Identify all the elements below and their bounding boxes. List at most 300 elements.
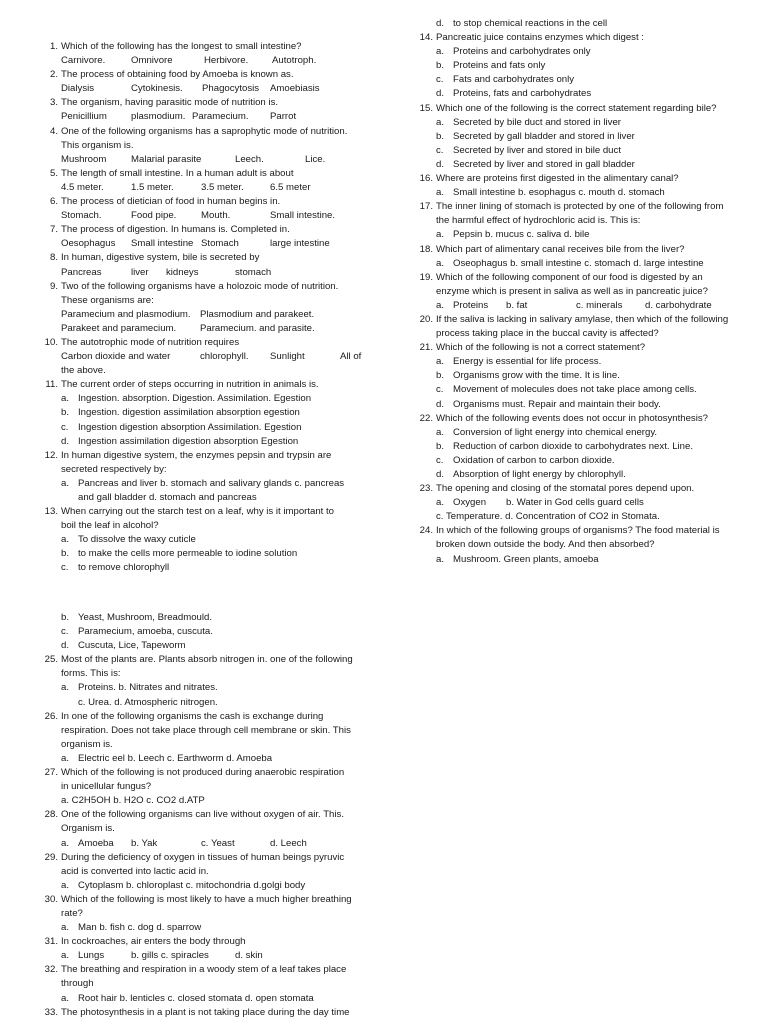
question-line: [415, 172, 741, 186]
question-text: Which of the following component of our food is digested by an: [436, 271, 703, 283]
option-letter: a.: [436, 356, 445, 368]
option-cell: boil the leaf in alcohol?: [61, 520, 159, 532]
option-row: [415, 285, 741, 299]
option-cell: c. Temperature. d. Concentration of CO2 in Stomata.: [436, 511, 660, 523]
option-text: Organisms must. Repair and maintain their body.: [453, 398, 661, 410]
option-line: [40, 639, 366, 653]
option-cell: acid is converted into lactic acid in.: [61, 865, 209, 877]
question-line: [40, 96, 366, 110]
option-cell: organism is.: [61, 738, 113, 750]
option-text: Pancreas and liver b. stomach and salivary glands c. pancreas: [78, 477, 345, 489]
option-cell: process taking place in the buccal cavity is affected?: [436, 328, 659, 340]
option-row: [415, 538, 741, 552]
option-letter: c.: [61, 421, 69, 433]
option-row: [415, 299, 741, 313]
question-line: [415, 524, 741, 538]
option-letter: a.: [61, 477, 70, 489]
option-text: Reduction of carbon dioxide to carbohydrates next. Line.: [453, 440, 693, 452]
option-text: Absorption of light energy by chlorophyll.: [453, 469, 626, 480]
question-text: In human digestive system, the enzymes pepsin and trypsin are: [61, 449, 332, 461]
question-line: [40, 893, 366, 907]
option-cell: Carnivore.: [61, 55, 106, 67]
option-cell: a. C2H5OH b. H2O c. CO2 d.ATP: [61, 795, 205, 807]
option-line: [40, 611, 366, 625]
question-number: 8.: [49, 252, 58, 264]
question-number: 19.: [419, 271, 433, 283]
question-text: In cockroaches, air enters the body through: [61, 936, 246, 948]
option-row: [415, 327, 741, 341]
option-cell: Malarial parasite: [131, 153, 202, 165]
option-text: Proteins and carbohydrates only: [453, 46, 591, 58]
right-column: [415, 17, 741, 567]
option-row: [40, 724, 366, 738]
option-letter: a.: [61, 682, 70, 694]
option-line: [40, 477, 366, 491]
option-letter: d.: [61, 435, 70, 447]
option-row: [40, 294, 366, 308]
question-line: [415, 482, 741, 496]
option-row: [40, 54, 366, 68]
question-number: 3.: [49, 97, 58, 109]
question-text: The opening and closing of the stomatal pores depend upon.: [436, 483, 695, 495]
option-cell: chlorophyll.: [200, 351, 249, 363]
option-cell: Penicillium: [61, 111, 107, 123]
question-number: 29.: [44, 851, 58, 863]
option-row: [40, 139, 366, 153]
question-text: If the saliva is lacking in salivary amylase, then which of the following: [436, 313, 729, 325]
option-text: Mushroom. Green plants, amoeba: [453, 553, 599, 565]
option-cell: broken down outside the body. And then absorbed?: [436, 539, 655, 551]
question-text: The process of digestion. In humans is. Completed in.: [61, 224, 290, 236]
question-text: The length of small intestine. In a human adult is about: [61, 167, 294, 179]
question-number: 1.: [49, 41, 58, 52]
option-text: Paramecium, amoeba, cuscuta.: [78, 626, 213, 638]
option-line: [40, 752, 366, 766]
option-cell: 1.5 meter.: [131, 181, 174, 193]
option-line: [415, 186, 741, 200]
question-text: Which of the following events does not occur in photosynthesis?: [436, 412, 708, 424]
question-text: The photosynthesis in a plant is not taking place during the day time: [61, 1006, 350, 1018]
question-line: [40, 40, 366, 54]
question-text: Which one of the following is the correct statement regarding bile?: [436, 102, 717, 114]
option-cell: Oxygen: [453, 497, 487, 509]
question-number: 10.: [44, 336, 58, 348]
option-cell: enzyme which is present in saliva as well as in pancreatic juice?: [436, 285, 708, 297]
question-number: 27.: [44, 767, 58, 779]
option-line: [40, 421, 366, 435]
option-cell: Lungs: [78, 950, 105, 962]
option-row: [40, 82, 366, 96]
option-cell: Leech.: [235, 153, 264, 165]
option-cell: a.: [436, 299, 445, 311]
question-number: 20.: [419, 313, 433, 325]
option-letter: a.: [61, 534, 70, 546]
question-number: 14.: [419, 32, 433, 44]
option-letter: d.: [436, 158, 445, 170]
option-cell: Paramecium.: [192, 111, 249, 123]
option-line: [415, 468, 741, 482]
option-cell: Amoeba: [78, 837, 114, 849]
option-text: Fats and carbohydrates only: [453, 74, 575, 86]
option-row: [40, 266, 366, 280]
option-cell: c. minerals: [576, 299, 623, 311]
question-text: Most of the plants are. Plants absorb nitrogen in. one of the following: [61, 654, 353, 666]
option-line: [415, 87, 741, 101]
option-cell: liver: [131, 266, 149, 278]
option-letter: c.: [436, 74, 444, 86]
option-text: to remove chlorophyll: [78, 562, 170, 574]
option-cell: b. gills c. spiracles: [131, 950, 209, 962]
option-letter: a.: [436, 257, 445, 269]
option-letter: b.: [61, 407, 70, 419]
option-cell: c. Urea. d. Atmospheric nitrogen.: [78, 696, 218, 708]
option-cell: forms. This is:: [61, 668, 121, 680]
option-cell: c. Yeast: [201, 837, 235, 849]
option-cell: Stomach: [201, 238, 239, 250]
option-text: Secreted by gall bladder and stored in liver: [453, 130, 635, 142]
option-line: [40, 625, 366, 639]
option-row: [40, 491, 366, 505]
question-line: [40, 280, 366, 294]
option-line: [40, 681, 366, 695]
question-text: Which of the following has the longest to small intestine?: [61, 41, 302, 52]
option-line: [40, 533, 366, 547]
option-cell: stomach: [235, 266, 272, 278]
option-letter: c.: [61, 626, 69, 638]
option-row: [40, 977, 366, 991]
option-line: [415, 398, 741, 412]
option-line: [40, 561, 366, 575]
option-cell: plasmodium.: [131, 111, 186, 123]
question-line: [415, 412, 741, 426]
option-text: Organisms grow with the time. It is line.: [453, 370, 620, 382]
question-line: [415, 31, 741, 45]
option-letter: c.: [436, 384, 444, 396]
option-cell: Sunlight: [270, 351, 305, 363]
option-cell: Parrot: [270, 111, 297, 123]
option-line: [415, 454, 741, 468]
option-row: [40, 907, 366, 921]
option-text: Ingestion assimilation digestion absorption Egestion: [78, 435, 299, 447]
question-number: 5.: [49, 167, 58, 179]
option-letter: a.: [61, 393, 70, 405]
option-line: [415, 144, 741, 158]
option-row: [40, 209, 366, 223]
option-cell: d. skin: [235, 950, 263, 962]
option-cell: a.: [61, 837, 70, 849]
question-number: 33.: [44, 1006, 58, 1018]
option-line: [415, 17, 741, 31]
question-text: One of the following organisms has a saprophytic mode of nutrition.: [61, 125, 348, 137]
option-line: [415, 59, 741, 73]
question-line: [40, 808, 366, 822]
question-number: 16.: [419, 173, 433, 185]
question-number: 24.: [419, 525, 433, 537]
question-number: 32.: [44, 964, 58, 976]
question-text: Which of the following is not a correct statement?: [436, 342, 646, 354]
question-number: 6.: [49, 196, 58, 208]
question-text: In which of the following groups of organisms? The food material is: [436, 525, 720, 537]
option-cell: Oesophagus: [61, 238, 116, 250]
question-line: [40, 68, 366, 82]
question-text: Which part of alimentary canal receives bile from the liver?: [436, 243, 685, 255]
option-letter: b.: [436, 130, 445, 142]
question-number: 31.: [44, 936, 58, 948]
option-cell: kidneys: [166, 266, 199, 278]
option-text: Proteins. b. Nitrates and nitrates.: [78, 682, 218, 694]
question-number: 13.: [44, 506, 58, 518]
option-cell: Small intestine.: [270, 210, 336, 222]
question-line: [40, 449, 366, 463]
option-row: [40, 865, 366, 879]
option-cell: Omnivore: [131, 55, 173, 67]
option-row: [40, 949, 366, 963]
question-line: [415, 200, 741, 214]
question-line: [40, 125, 366, 139]
question-text: The autotrophic mode of nutrition requires: [61, 336, 240, 348]
option-letter: b.: [436, 370, 445, 382]
option-letter: a.: [436, 229, 445, 241]
option-cell: respiration. Does not take place through cell membrane or skin. This: [61, 724, 351, 736]
option-row: [40, 822, 366, 836]
option-line: [40, 435, 366, 449]
option-cell: Food pipe.: [131, 210, 177, 222]
question-number: 23.: [419, 483, 433, 495]
option-cell: This organism is.: [61, 139, 134, 151]
option-cell: and gall bladder d. stomach and pancreas: [78, 492, 257, 503]
option-cell: Plasmodium and parakeet.: [200, 308, 315, 320]
option-cell: Mouth.: [201, 210, 231, 222]
question-line: [415, 271, 741, 285]
option-text: Movement of molecules does not take place among cells.: [453, 384, 697, 396]
left-column: [40, 40, 366, 576]
option-letter: a.: [61, 879, 70, 891]
option-line: [415, 158, 741, 172]
option-cell: Paramecium and plasmodium.: [61, 308, 191, 320]
question-number: 12.: [44, 449, 58, 461]
option-cell: Paramecium. and parasite.: [200, 322, 315, 334]
option-cell: Proteins: [453, 299, 489, 311]
option-cell: the above.: [61, 365, 106, 377]
option-row: [40, 181, 366, 195]
option-cell: in unicellular fungus?: [61, 781, 152, 793]
question-text: During the deficiency of oxygen in tissues of human beings pyruvic: [61, 851, 345, 863]
option-text: Energy is essential for life process.: [453, 356, 602, 368]
question-number: 28.: [44, 809, 58, 821]
option-text: Oseophagus b. small intestine c. stomach d. large intestine: [453, 257, 704, 269]
question-text: In human, digestive system, bile is secreted by: [61, 252, 260, 264]
question-number: 7.: [49, 224, 58, 236]
option-cell: Dialysis: [61, 83, 95, 95]
option-letter: a.: [436, 46, 445, 58]
question-text: The organism, having parasitic mode of nutrition is.: [61, 97, 279, 109]
option-row: [40, 237, 366, 251]
option-text: Secreted by liver and stored in gall bladder: [453, 158, 635, 170]
question-number: 21.: [419, 342, 433, 354]
option-text: Cytoplasm b. chloroplast c. mitochondria d.golgi body: [78, 879, 306, 891]
option-text: Secreted by bile duct and stored in liver: [453, 116, 621, 128]
option-letter: b.: [436, 60, 445, 72]
question-number: 22.: [419, 412, 433, 424]
question-text: Which of the following is most likely to have a much higher breathing: [61, 893, 352, 905]
question-line: [40, 167, 366, 181]
option-cell: Organism is.: [61, 823, 115, 835]
question-text: The current order of steps occurring in nutrition in animals is.: [61, 379, 319, 391]
option-row: [40, 780, 366, 794]
question-number: 2.: [49, 69, 58, 81]
option-cell: 6.5 meter: [270, 181, 311, 193]
option-letter: a.: [436, 187, 445, 199]
option-letter: d.: [436, 398, 445, 410]
option-cell: through: [61, 978, 94, 990]
question-line: [40, 336, 366, 350]
option-line: [415, 369, 741, 383]
option-letter: a.: [436, 553, 445, 565]
option-line: [415, 45, 741, 59]
question-line: [40, 653, 366, 667]
option-cell: a.: [61, 950, 70, 962]
option-letter: d.: [61, 640, 70, 652]
option-text: To dissolve the waxy cuticle: [78, 534, 196, 546]
option-text: Ingestion. absorption. Digestion. Assimilation. Egestion: [78, 393, 312, 405]
option-letter: a.: [61, 752, 70, 764]
option-cell: 4.5 meter.: [61, 181, 104, 193]
option-letter: d.: [436, 469, 445, 480]
question-number: 17.: [419, 201, 433, 213]
question-text: Where are proteins first digested in the alimentary canal?: [436, 173, 679, 185]
option-row: [40, 667, 366, 681]
option-cell: Phagocytosis: [202, 83, 260, 95]
option-letter: a.: [436, 426, 445, 438]
question-text: One of the following organisms can live without oxygen of air. This.: [61, 809, 344, 821]
question-number: 4.: [49, 125, 58, 137]
option-cell: d. Leech: [270, 837, 307, 849]
option-cell: Cytokinesis.: [131, 83, 183, 95]
question-line: [40, 1006, 366, 1020]
option-cell: the harmful effect of hydrochloric acid is. This is:: [436, 215, 641, 227]
option-text: Conversion of light energy into chemical energy.: [453, 426, 658, 438]
question-text: Which of the following is not produced during anaerobic respiration: [61, 767, 345, 779]
option-cell: large intestine: [270, 238, 330, 250]
question-line: [415, 102, 741, 116]
question-line: [40, 851, 366, 865]
option-text: Ingestion digestion absorption Assimilation. Egestion: [78, 421, 302, 433]
option-line: [40, 406, 366, 420]
option-cell: b. fat: [506, 299, 528, 311]
question-line: [40, 935, 366, 949]
question-text: Two of the following organisms have a holozoic mode of nutrition.: [61, 280, 339, 292]
option-cell: b. Water in God cells guard cells: [506, 497, 644, 509]
option-row: [40, 110, 366, 124]
option-letter: b.: [61, 548, 70, 560]
question-number: 15.: [419, 102, 433, 114]
option-text: Root hair b. lenticles c. closed stomata d. open stomata: [78, 992, 314, 1004]
question-line: [415, 243, 741, 257]
question-line: [40, 378, 366, 392]
option-cell: These organisms are:: [61, 294, 154, 306]
option-text: Yeast, Mushroom, Breadmould.: [78, 612, 213, 623]
option-line: [415, 257, 741, 271]
question-number: 25.: [44, 654, 58, 666]
question-line: [40, 963, 366, 977]
option-line: [40, 921, 366, 935]
option-text: Proteins, fats and carbohydrates: [453, 88, 592, 100]
option-cell: Autotroph.: [272, 55, 317, 67]
option-cell: d. carbohydrate: [645, 299, 712, 311]
option-row: [40, 364, 366, 378]
option-text: to stop chemical reactions in the cell: [453, 18, 608, 29]
option-letter: b.: [436, 440, 445, 452]
option-text: Man b. fish c. dog d. sparrow: [78, 922, 202, 934]
option-line: [415, 73, 741, 87]
option-text: Small intestine b. esophagus c. mouth d. stomach: [453, 187, 665, 199]
question-line: [40, 251, 366, 265]
option-line: [415, 553, 741, 567]
option-letter: c.: [436, 144, 444, 156]
option-line: [415, 355, 741, 369]
option-line: [415, 440, 741, 454]
option-line: [415, 426, 741, 440]
question-number: 11.: [45, 379, 58, 391]
option-row: [40, 738, 366, 752]
option-cell: Stomach.: [61, 210, 102, 222]
option-row: [40, 519, 366, 533]
option-cell: b. Yak: [131, 837, 158, 849]
option-cell: Mushroom: [61, 153, 107, 165]
option-line: [415, 130, 741, 144]
option-text: Electric eel b. Leech c. Earthworm d. Amoeba: [78, 752, 273, 764]
option-row: [40, 153, 366, 167]
option-cell: Parakeet and paramecium.: [61, 322, 177, 334]
option-row: [415, 214, 741, 228]
option-cell: Amoebiasis: [270, 83, 320, 95]
question-text: The process of obtaining food by Amoeba is known as.: [61, 69, 294, 81]
option-row: [40, 794, 366, 808]
option-line: [415, 116, 741, 130]
question-number: 9.: [49, 280, 58, 292]
option-letter: d.: [436, 18, 445, 29]
option-row: [40, 308, 366, 322]
question-number: 26.: [44, 710, 58, 722]
option-text: Ingestion. digestion assimilation absorption egestion: [78, 407, 300, 419]
option-cell: Lice.: [305, 153, 326, 165]
option-letter: b.: [61, 612, 70, 623]
option-text: Cuscuta, Lice, Tapeworm: [78, 640, 186, 652]
question-text: When carrying out the starch test on a leaf, why is it important to: [61, 506, 335, 518]
option-line: [40, 547, 366, 561]
option-line: [415, 228, 741, 242]
option-row: [40, 696, 366, 710]
option-letter: a.: [436, 116, 445, 128]
option-cell: a.: [436, 497, 445, 509]
option-letter: a.: [61, 922, 70, 934]
option-cell: All of: [340, 351, 362, 363]
option-cell: Herbivore.: [204, 55, 249, 67]
option-line: [40, 392, 366, 406]
question-number: 18.: [419, 243, 433, 255]
option-cell: rate?: [61, 907, 83, 919]
option-line: [415, 383, 741, 397]
option-text: Oxidation of carbon to carbon dioxide.: [453, 454, 615, 466]
question-text: The process of dietician of food in human begins in.: [61, 196, 281, 208]
option-letter: a.: [61, 992, 70, 1004]
option-letter: d.: [436, 88, 445, 100]
option-cell: 3.5 meter.: [201, 181, 244, 193]
question-text: In one of the following organisms the cash is exchange during: [61, 710, 324, 722]
question-text: Pancreatic juice contains enzymes which digest :: [436, 32, 644, 44]
option-letter: c.: [436, 454, 444, 466]
option-row: [40, 322, 366, 336]
